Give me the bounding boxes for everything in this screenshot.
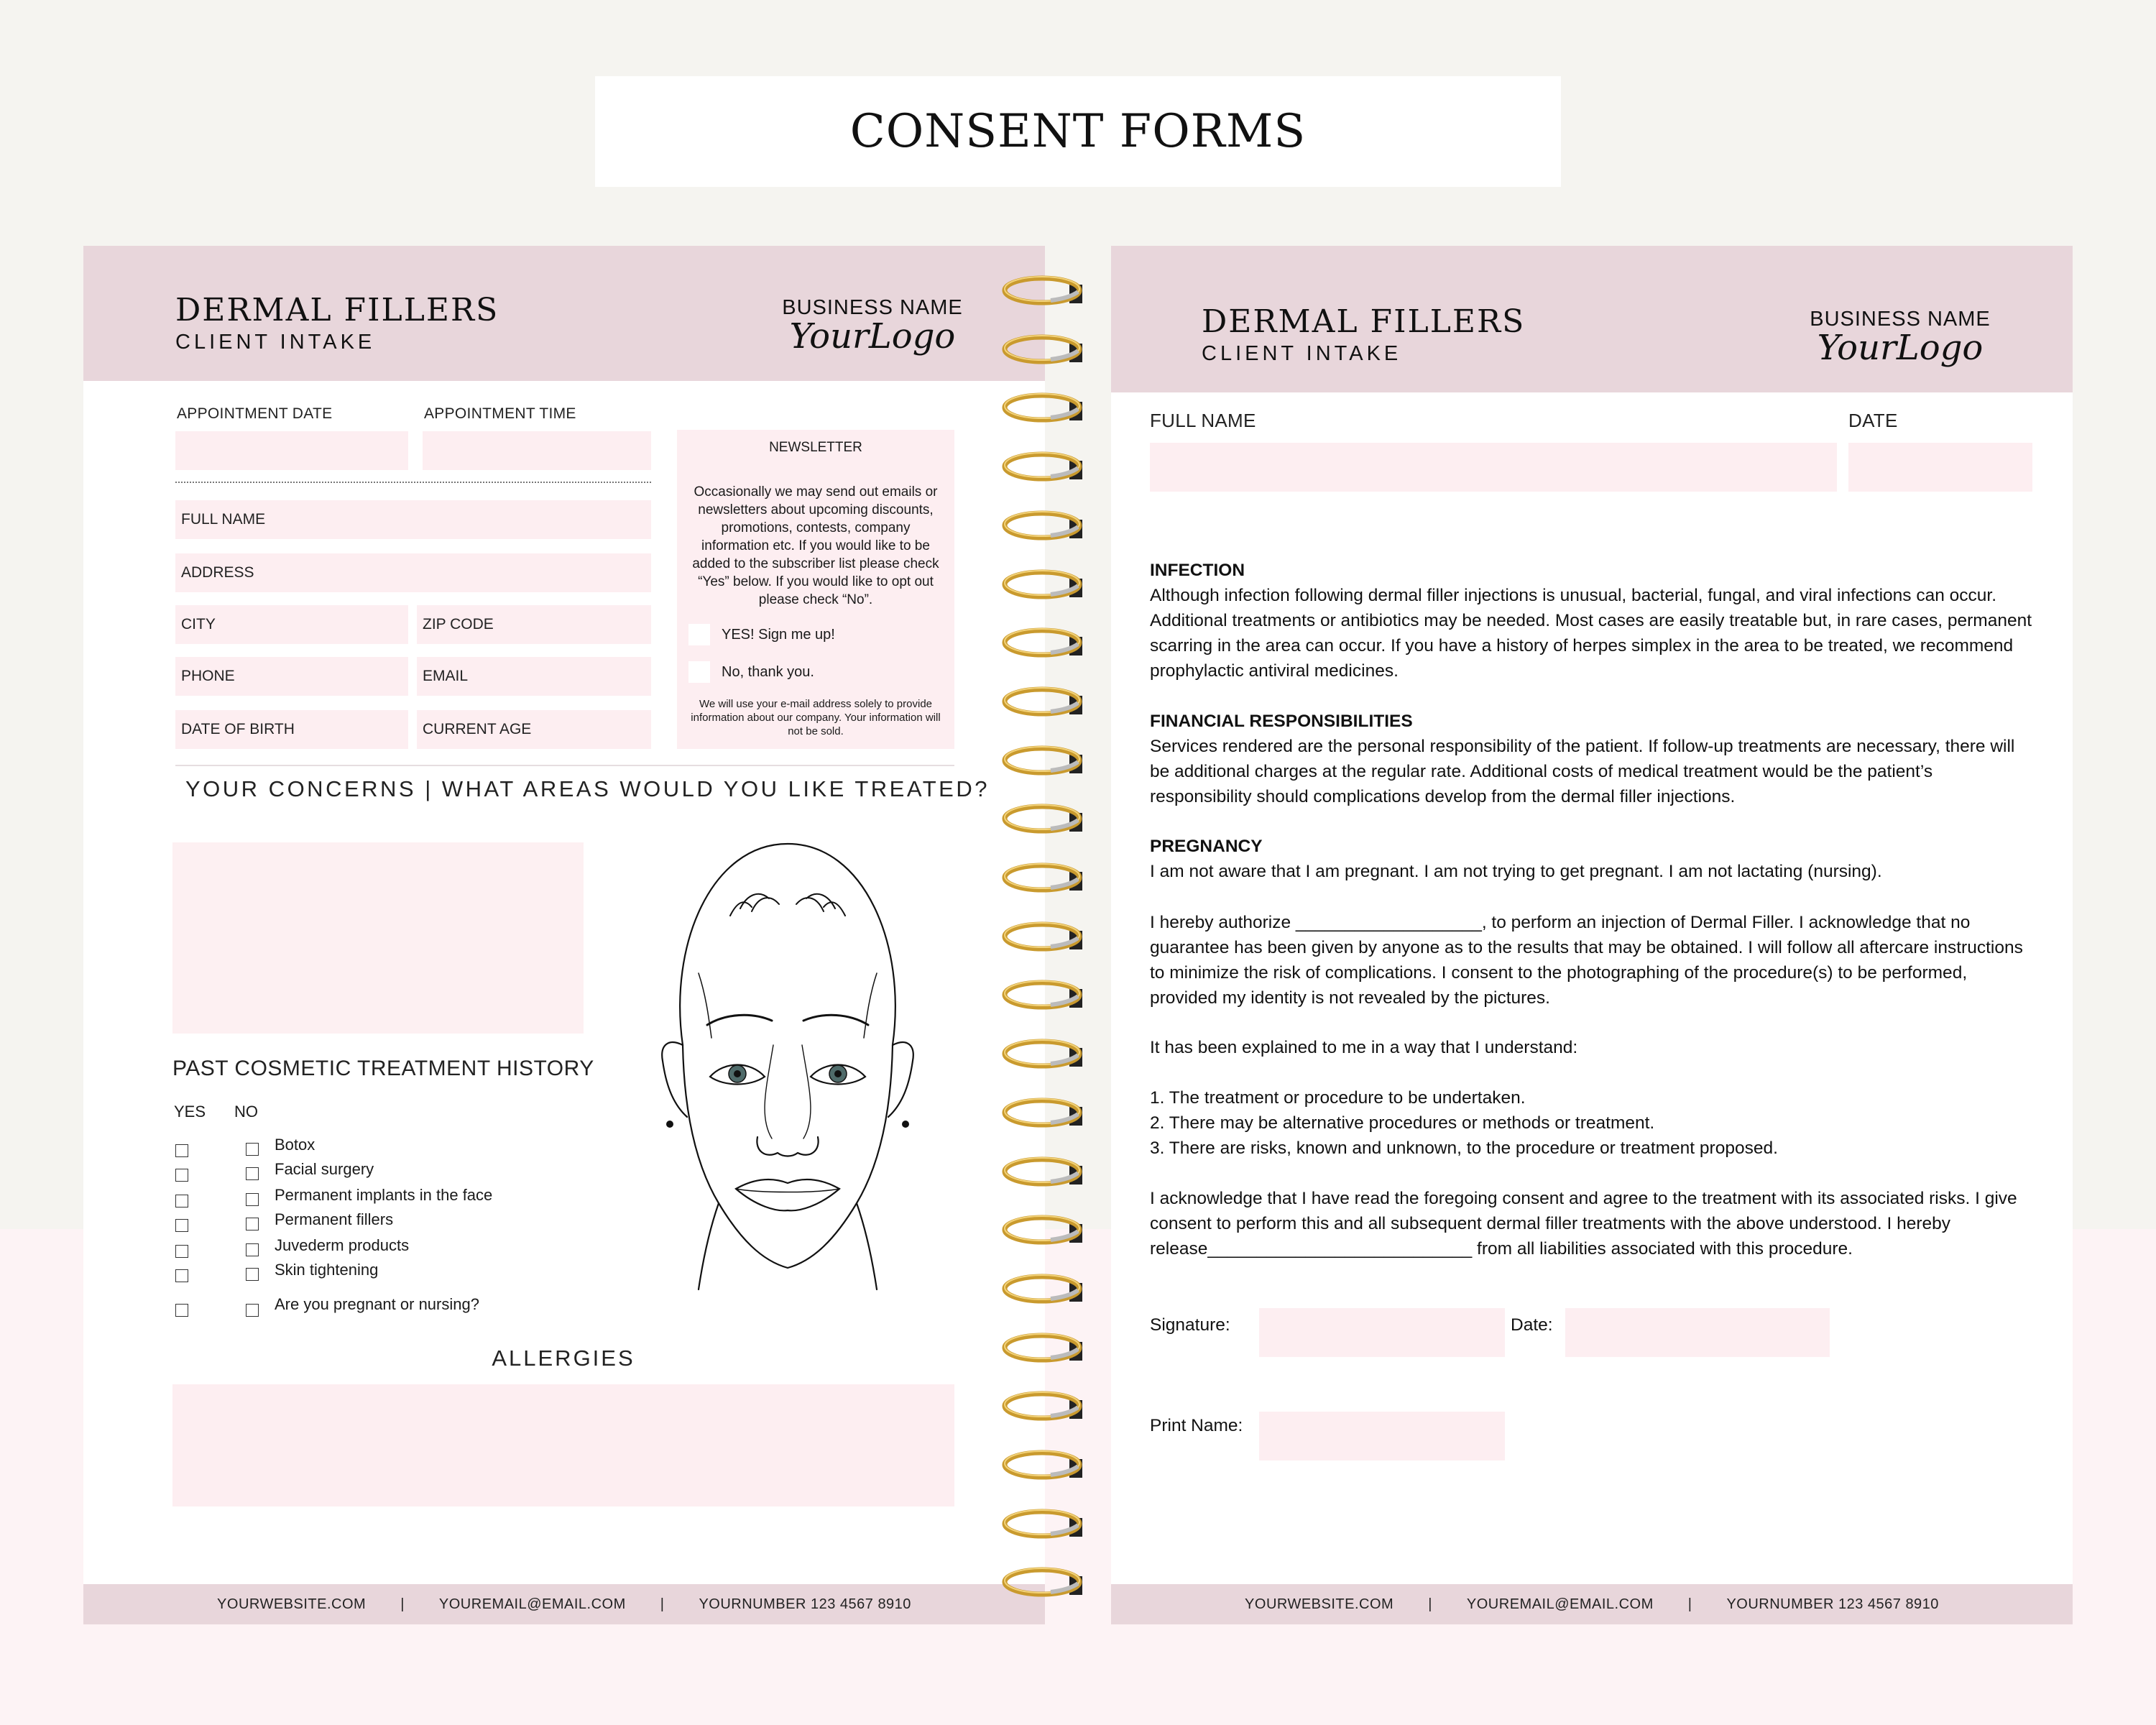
- binding-ring: [1000, 919, 1084, 955]
- history-no-checkbox[interactable]: [246, 1268, 259, 1281]
- history-yes-checkbox[interactable]: [175, 1219, 188, 1232]
- intake-form-page: [83, 246, 1045, 1624]
- title-banner: [595, 76, 1561, 187]
- print-name-field[interactable]: [1259, 1412, 1505, 1460]
- newsletter-body: Occasionally we may send out emails or newsletters about upcoming discounts, promotions, contests, company information etc. If you would like to be added to the subscriber list please check “Yes” below. If you would like to opt out please check “No”.: [692, 484, 939, 607]
- no-column-header: NO: [234, 1103, 258, 1121]
- footer-separator: |: [1687, 1596, 1692, 1612]
- concerns-heading: YOUR CONCERNS | WHAT AREAS WOULD YOU LIKE TREATED?: [185, 776, 990, 801]
- financial-text: Services rendered are the personal responsibility of the patient. If follow-up treatments are necessary, there will be additional charges at the regular rate. Additional costs of medical treatment would be the patient’s responsibility should complications develop from the dermal filler injections.: [1150, 737, 2015, 806]
- allergies-heading: ALLERGIES: [492, 1346, 635, 1371]
- current-age-field[interactable]: CURRENT AGE: [417, 710, 651, 749]
- history-no-checkbox[interactable]: [246, 1193, 259, 1206]
- binding-ring: [1000, 332, 1084, 368]
- binding-ring: [1000, 1330, 1084, 1366]
- signature-field[interactable]: [1259, 1308, 1505, 1357]
- newsletter-title: NEWSLETTER: [769, 440, 862, 455]
- pregnant-no-checkbox[interactable]: [246, 1304, 259, 1317]
- business-name: BUSINESS NAME: [1810, 308, 1991, 331]
- authorization-text: I hereby authorize ___________________, to perform an injection of Dermal Filler. I acknowledge that no guarantee has been given by anyone as to the results that may be obtained. I will follow all aftercare instructions to minimize the risk of complications. I consent to the photographing of the procedure(s) to be performed, provided my identity is not revealed by the pictures.: [1150, 913, 2023, 1008]
- city-field[interactable]: CITY: [175, 605, 408, 644]
- financial-heading: FINANCIAL RESPONSIBILITIES: [1150, 712, 1413, 731]
- page-header: [83, 246, 1045, 381]
- history-item-label: Botox: [275, 1136, 315, 1154]
- divider: [175, 482, 651, 483]
- binding-ring: [1000, 567, 1084, 603]
- newsletter-yes-checkbox[interactable]: [688, 624, 710, 645]
- infection-section: [1150, 558, 2034, 684]
- address-field[interactable]: ADDRESS: [175, 553, 651, 592]
- binding-ring: [1000, 1036, 1084, 1072]
- footer-separator: |: [660, 1596, 665, 1612]
- footer-phone: YOURNUMBER 123 4567 8910: [1726, 1596, 1939, 1612]
- signature-label: Signature:: [1150, 1315, 1230, 1335]
- pregnancy-text: I am not aware that I am pregnant. I am not trying to get pregnant. I am not lactating (nursing).: [1150, 862, 1882, 881]
- full-name-field[interactable]: FULL NAME: [175, 500, 651, 539]
- form-title: DERMAL FILLERS: [175, 292, 499, 328]
- pregnant-yes-checkbox[interactable]: [175, 1304, 188, 1317]
- history-item-label: Skin tightening: [275, 1261, 379, 1279]
- form-subtitle: CLIENT INTAKE: [1202, 342, 1402, 365]
- history-yes-checkbox[interactable]: [175, 1245, 188, 1258]
- lips: [736, 1179, 839, 1210]
- footer-phone: YOURNUMBER 123 4567 8910: [699, 1596, 911, 1612]
- history-yes-checkbox[interactable]: [175, 1169, 188, 1182]
- footer-email: YOUREMAIL@EMAIL.COM: [438, 1596, 626, 1612]
- appointment-date-label: APPOINTMENT DATE: [177, 405, 333, 422]
- list-item: 1. The treatment or procedure to be undertaken.: [1150, 1088, 1526, 1108]
- print-name-label: Print Name:: [1150, 1416, 1243, 1435]
- face-diagram: [618, 829, 953, 1301]
- footer-separator: |: [400, 1596, 405, 1612]
- newsletter-no-label: No, thank you.: [722, 664, 814, 680]
- history-no-checkbox[interactable]: [246, 1218, 259, 1230]
- financial-section: [1150, 709, 2034, 809]
- explained-text: It has been explained to me in a way that I understand:: [1150, 1038, 1578, 1057]
- history-item-label: Facial surgery: [275, 1160, 374, 1178]
- history-item-label: Permanent implants in the face: [275, 1186, 493, 1204]
- binding-ring: [1000, 1271, 1084, 1307]
- understanding-list: [1150, 1085, 2034, 1161]
- zip-code-field[interactable]: ZIP CODE: [417, 605, 651, 644]
- history-item-label: Juvederm products: [275, 1236, 410, 1254]
- history-no-checkbox[interactable]: [246, 1243, 259, 1256]
- date-field[interactable]: [1848, 443, 2032, 492]
- form-title: DERMAL FILLERS: [1202, 303, 1526, 340]
- concerns-field[interactable]: [172, 842, 584, 1034]
- divider: [175, 765, 954, 766]
- date-label: DATE: [1848, 410, 1898, 431]
- newsletter-yes-label: YES! Sign me up!: [722, 627, 835, 643]
- pregnancy-heading: PREGNANCY: [1150, 837, 1263, 856]
- list-item: 2. There may be alternative procedures or methods or treatment.: [1150, 1113, 1655, 1133]
- email-field[interactable]: EMAIL: [417, 657, 651, 696]
- page-header: [1111, 246, 2073, 392]
- signature-date-label: Date:: [1511, 1315, 1553, 1335]
- history-yes-checkbox[interactable]: [175, 1144, 188, 1157]
- binding-ring: [1000, 1154, 1084, 1190]
- binding-ring: [1000, 1389, 1084, 1425]
- signature-date-field[interactable]: [1565, 1308, 1830, 1357]
- history-no-checkbox[interactable]: [246, 1143, 259, 1156]
- pregnant-question: Are you pregnant or nursing?: [275, 1295, 479, 1313]
- binding-ring: [1000, 860, 1084, 896]
- binding-ring: [1000, 273, 1084, 309]
- binding-ring: [1000, 625, 1084, 661]
- newsletter-no-checkbox[interactable]: [688, 661, 710, 683]
- form-subtitle: CLIENT INTAKE: [175, 331, 376, 354]
- binding-ring: [1000, 978, 1084, 1013]
- nose: [757, 1137, 818, 1156]
- page-footer: [1111, 1584, 2073, 1624]
- infection-heading: INFECTION: [1150, 561, 1245, 580]
- history-item-label: Permanent fillers: [275, 1210, 394, 1228]
- right-earring: [902, 1121, 909, 1128]
- full-name-field[interactable]: [1150, 443, 1837, 492]
- history-no-checkbox[interactable]: [246, 1167, 259, 1180]
- footer-website: YOURWEBSITE.COM: [1245, 1596, 1394, 1612]
- binding-ring: [1000, 449, 1084, 485]
- list-item: 3. There are risks, known and unknown, to the procedure or treatment proposed.: [1150, 1138, 1778, 1158]
- page-footer: [83, 1584, 1045, 1624]
- binding-ring: [1000, 684, 1084, 720]
- allergies-field[interactable]: [172, 1384, 954, 1506]
- left-earring: [666, 1121, 673, 1128]
- logo: YourLogo: [789, 316, 956, 356]
- yes-column-header: YES: [174, 1103, 206, 1121]
- right-eyebrow: [803, 1015, 868, 1025]
- infection-text: Although infection following dermal filler injections is unusual, bacterial, fungal, and viral infections can occur. Additional treatments or antibiotics may be needed. Most cases are easily treatable but, in rare cases, permanent scarring in the area can occur. If you have a history of herpes simplex in the area to be treated, we recommend prophylactic antiviral medicines.: [1150, 586, 2032, 681]
- phone-field[interactable]: PHONE: [175, 657, 408, 696]
- business-name: BUSINESS NAME: [782, 296, 963, 319]
- hairline: [730, 894, 845, 916]
- history-heading: PAST COSMETIC TREATMENT HISTORY: [172, 1057, 594, 1080]
- binding-ring: [1000, 508, 1084, 544]
- newsletter-footnote: We will use your e-mail address solely to provide information about our company. Your information will not be sold.: [691, 698, 941, 737]
- history-yes-checkbox[interactable]: [175, 1269, 188, 1282]
- full-name-label: FULL NAME: [1150, 410, 1256, 431]
- acknowledgement-text: I acknowledge that I have read the foregoing consent and agree to the treatment with its associated risks. I give consent to perform this and all subsequent dermal filler treatments with the above understood. I hereby release___________________________ from all liabilities associated with this procedure.: [1150, 1189, 2017, 1259]
- logo: YourLogo: [1817, 328, 1984, 368]
- appointment-date-field[interactable]: [175, 431, 408, 470]
- binding-ring: [1000, 801, 1084, 837]
- binding-ring: [1000, 1213, 1084, 1248]
- binding-ring: [1000, 1565, 1084, 1601]
- footer-email: YOUREMAIL@EMAIL.COM: [1466, 1596, 1654, 1612]
- page-title: CONSENT FORMS: [849, 105, 1307, 158]
- appointment-time-field[interactable]: [423, 431, 651, 470]
- newsletter-box: [677, 430, 954, 749]
- left-eyebrow: [707, 1015, 772, 1025]
- pregnancy-section: [1150, 834, 2034, 884]
- binding-ring: [1000, 1506, 1084, 1542]
- footer-website: YOURWEBSITE.COM: [217, 1596, 367, 1612]
- head-outline: [680, 844, 895, 1045]
- binding-ring: [1000, 390, 1084, 426]
- date-of-birth-field[interactable]: DATE OF BIRTH: [175, 710, 408, 749]
- binding-ring: [1000, 1095, 1084, 1131]
- binding-ring: [1000, 743, 1084, 779]
- footer-separator: |: [1428, 1596, 1432, 1612]
- binding-ring: [1000, 1448, 1084, 1484]
- appointment-time-label: APPOINTMENT TIME: [424, 405, 576, 422]
- history-yes-checkbox[interactable]: [175, 1195, 188, 1208]
